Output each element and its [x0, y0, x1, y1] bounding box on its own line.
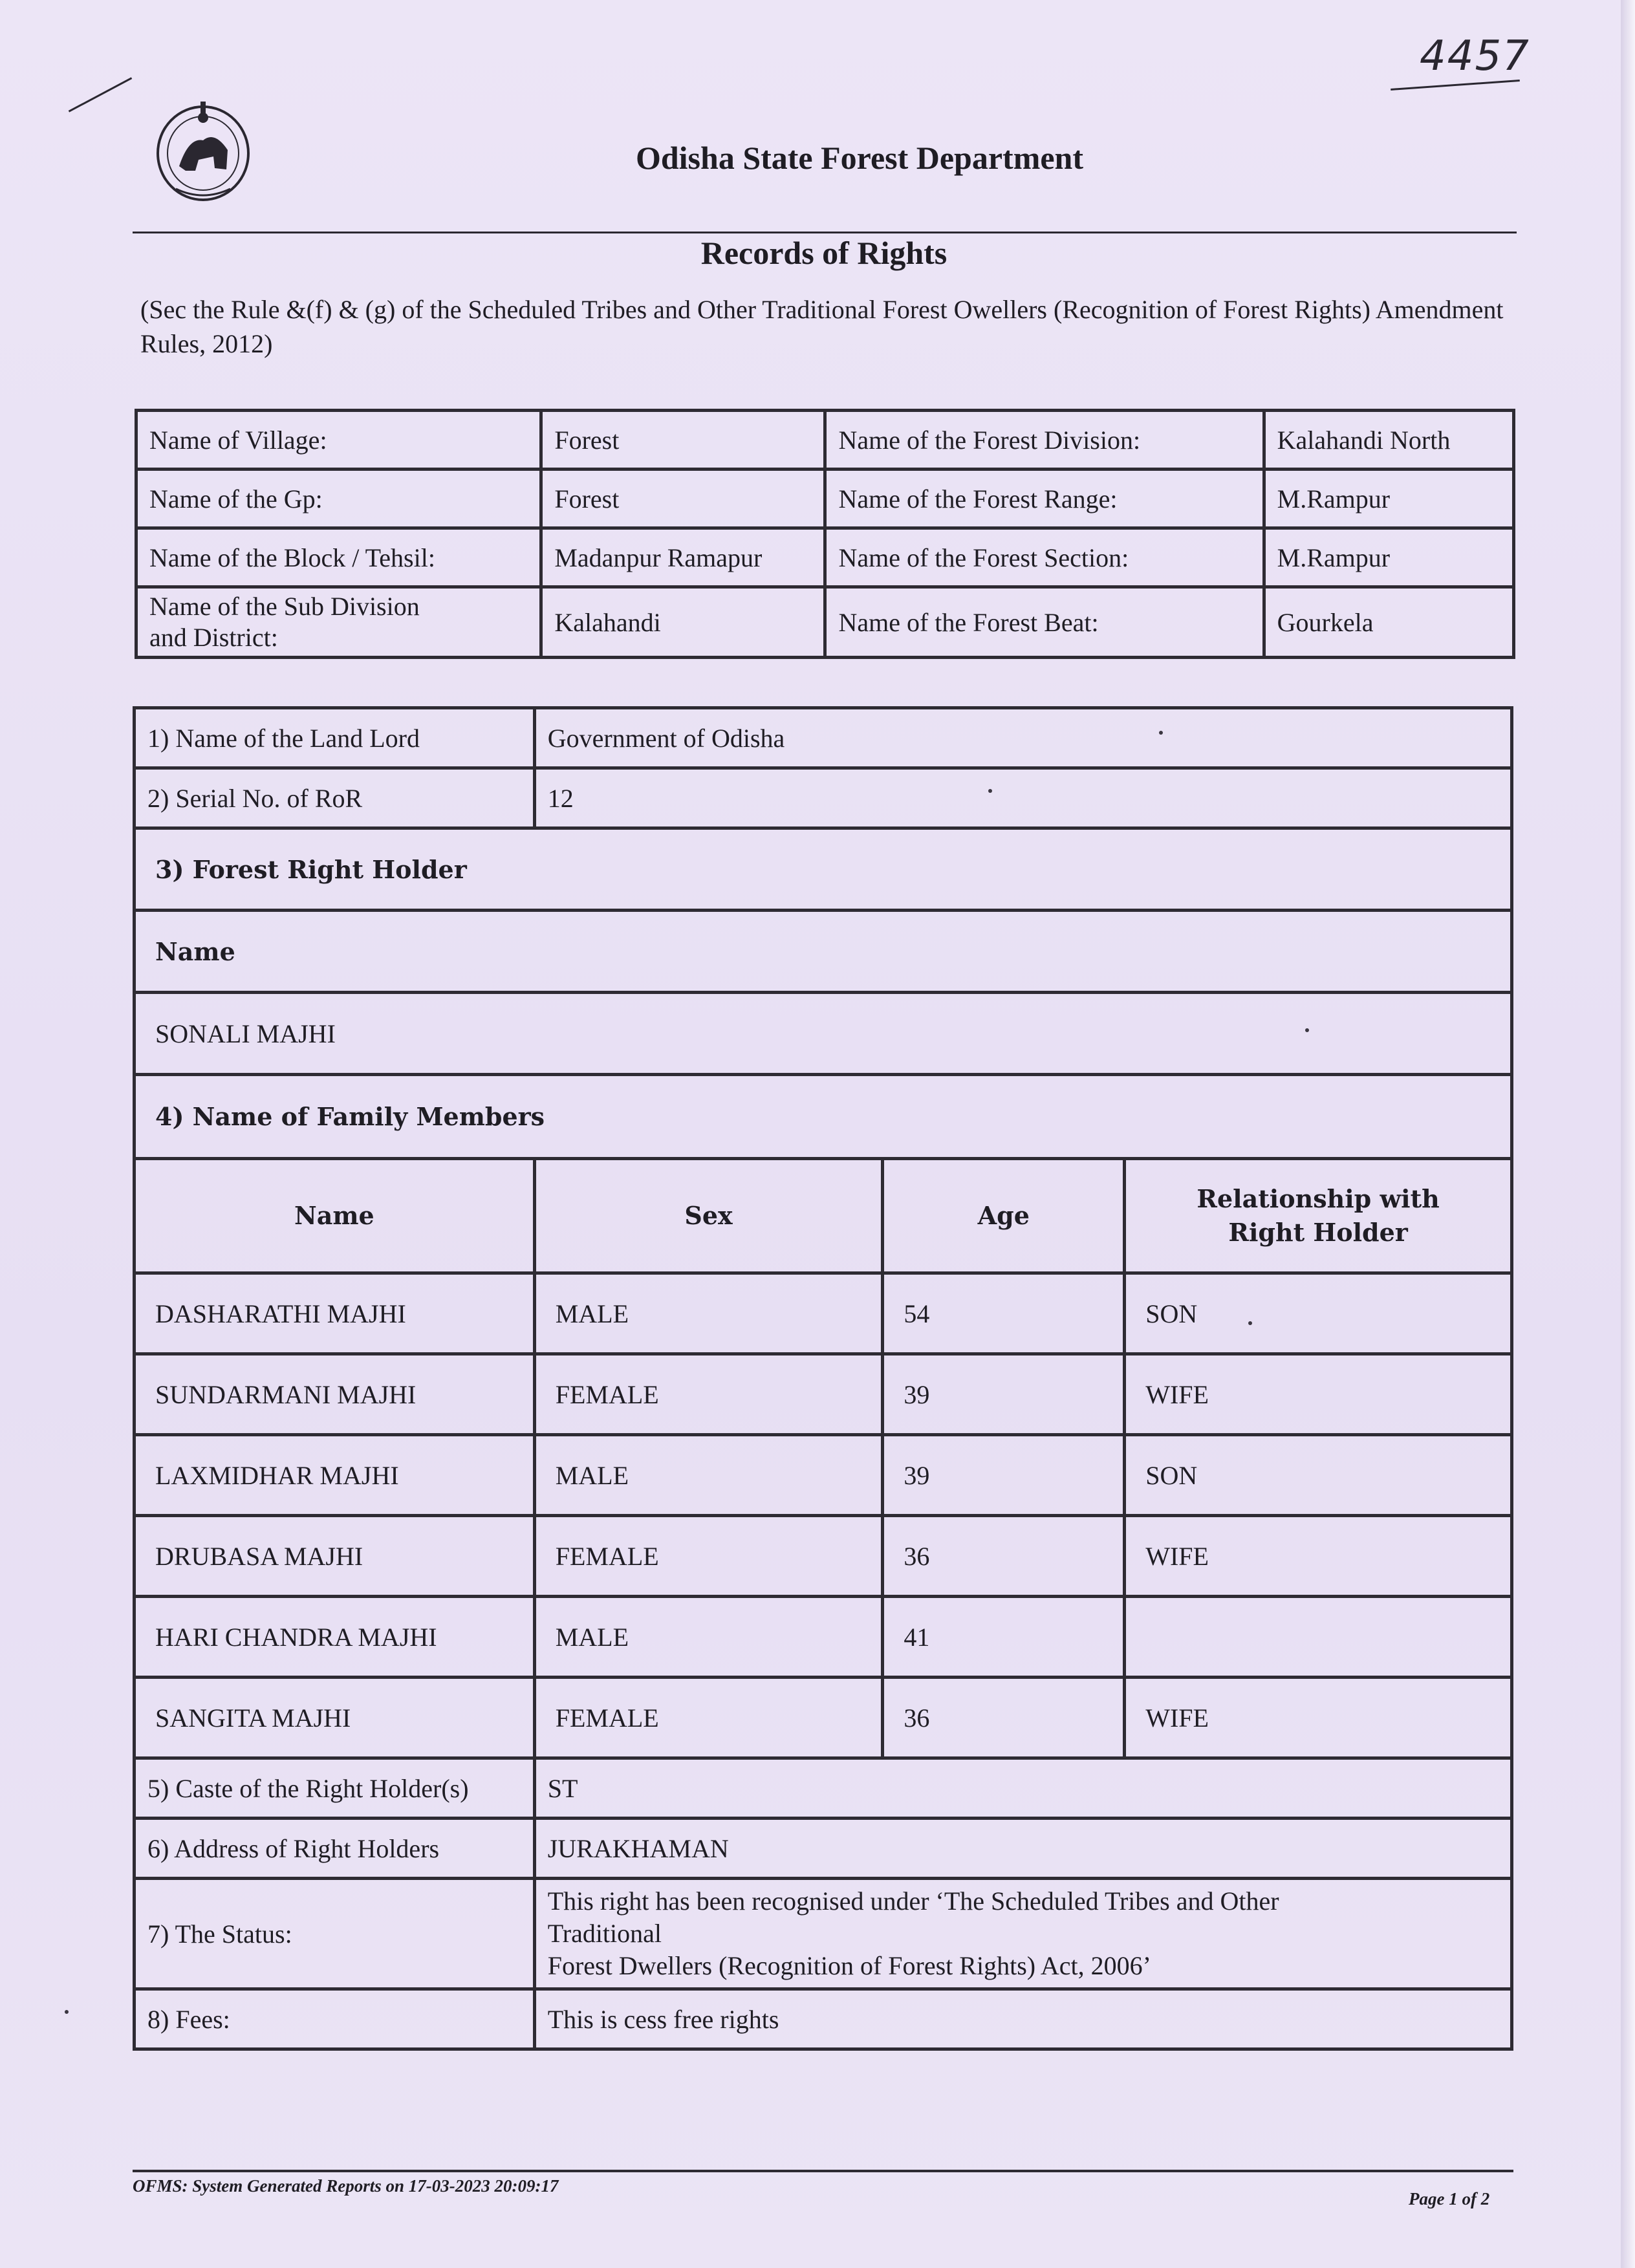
footer-rule: [133, 2170, 1513, 2172]
document-title: Records of Rights: [700, 235, 947, 271]
family-member-row: [135, 1435, 1512, 1516]
land-lord-value: Government of Odisha: [534, 708, 1511, 768]
serial-label: 2) Serial No. of RoR: [135, 768, 535, 828]
land-lord-row: [135, 708, 1512, 768]
member-sex: FEMALE: [534, 1354, 883, 1435]
column-relationship: Relationship with Right Holder: [1125, 1159, 1512, 1273]
member-name: HARI CHANDRA MAJHI: [135, 1597, 535, 1678]
handwritten-underline: [1391, 80, 1520, 91]
column-sex: Sex: [534, 1159, 883, 1273]
subdivision-value: Kalahandi: [541, 587, 825, 658]
forest-section-value: M.Rampur: [1264, 528, 1513, 587]
right-holder-name: SONALI MAJHI: [135, 993, 1512, 1075]
status-value: This right has been recognised under ‘The Scheduled Tribes and Other Traditional Forest Dwellers (Recognition of Forest Rights) Act, 2006’: [534, 1879, 1511, 1989]
member-age: 41: [883, 1597, 1125, 1678]
status-label: 7) The Status:: [135, 1879, 535, 1989]
gp-value: Forest: [541, 470, 825, 528]
family-heading: 4) Name of Family Members: [135, 1075, 1512, 1159]
fees-value: This is cess free rights: [534, 1989, 1511, 2049]
name-heading-row: [135, 911, 1512, 993]
rule-reference: (Sec the Rule &(f) & (g) of the Scheduled Tribes and Other Traditional Forest Owellers (Recognition of Forest Rights) Amendment Rules, 2012): [140, 295, 1504, 358]
fees-row: [135, 1989, 1512, 2049]
right-holder-name-row: [135, 993, 1512, 1075]
member-relationship: [1125, 1597, 1512, 1678]
address-label: 6) Address of Right Holders: [135, 1819, 535, 1879]
member-age: 39: [883, 1435, 1125, 1516]
member-sex: FEMALE: [534, 1516, 883, 1597]
member-age: 54: [883, 1273, 1125, 1354]
land-lord-label: 1) Name of the Land Lord: [135, 708, 535, 768]
location-row: [136, 411, 1514, 470]
member-age: 36: [883, 1678, 1125, 1758]
member-name: SANGITA MAJHI: [135, 1678, 535, 1758]
subdivision-label: Name of the Sub Division and District:: [136, 587, 541, 658]
location-row: [136, 587, 1514, 658]
family-member-row: [135, 1678, 1512, 1758]
right-holder-heading-row: [135, 828, 1512, 911]
block-label: Name of the Block / Tehsil:: [136, 528, 541, 587]
column-name: Name: [135, 1159, 535, 1273]
forest-section-label: Name of the Forest Section:: [825, 528, 1264, 587]
gp-label: Name of the Gp:: [136, 470, 541, 528]
page-number: Page 1 of 2: [1409, 2189, 1490, 2209]
member-age: 39: [883, 1354, 1125, 1435]
rights-record-table: [133, 706, 1513, 2051]
member-sex: MALE: [534, 1435, 883, 1516]
status-row: [135, 1879, 1512, 1989]
forest-division-value: Kalahandi North: [1264, 411, 1513, 470]
member-name: LAXMIDHAR MAJHI: [135, 1435, 535, 1516]
member-relationship: SON: [1125, 1273, 1512, 1354]
department-title: Odisha State Forest Department: [635, 140, 1084, 176]
member-relationship: WIFE: [1125, 1354, 1512, 1435]
location-row: [136, 528, 1514, 587]
member-relationship: WIFE: [1125, 1678, 1512, 1758]
handwritten-number: 4457: [1420, 32, 1530, 80]
forest-division-label: Name of the Forest Division:: [825, 411, 1264, 470]
caste-row: [135, 1758, 1512, 1819]
family-heading-row: [135, 1075, 1512, 1159]
serial-row: [135, 768, 1512, 828]
location-row: [136, 470, 1514, 528]
caste-value: ST: [534, 1758, 1511, 1819]
block-value: Madanpur Ramapur: [541, 528, 825, 587]
pin-mark: [69, 77, 133, 112]
family-member-row: [135, 1597, 1512, 1678]
member-age: 36: [883, 1516, 1125, 1597]
family-member-row: [135, 1273, 1512, 1354]
member-name: DRUBASA MAJHI: [135, 1516, 535, 1597]
member-sex: MALE: [534, 1273, 883, 1354]
village-value: Forest: [541, 411, 825, 470]
column-age: Age: [883, 1159, 1125, 1273]
forest-range-value: M.Rampur: [1264, 470, 1513, 528]
address-row: [135, 1819, 1512, 1879]
member-relationship: WIFE: [1125, 1516, 1512, 1597]
header-rule: [133, 232, 1517, 233]
serial-value: 12: [534, 768, 1511, 828]
family-member-row: [135, 1516, 1512, 1597]
forest-range-label: Name of the Forest Range:: [825, 470, 1264, 528]
family-member-row: [135, 1354, 1512, 1435]
right-holder-heading: 3) Forest Right Holder: [135, 828, 1512, 911]
page-edge: [1621, 0, 1635, 2268]
name-heading: Name: [135, 911, 1512, 993]
caste-label: 5) Caste of the Right Holder(s): [135, 1758, 535, 1819]
member-sex: FEMALE: [534, 1678, 883, 1758]
fees-label: 8) Fees:: [135, 1989, 535, 2049]
member-sex: MALE: [534, 1597, 883, 1678]
forest-beat-value: Gourkela: [1264, 587, 1513, 658]
member-name: SUNDARMANI MAJHI: [135, 1354, 535, 1435]
family-columns-row: [135, 1159, 1512, 1273]
forest-beat-label: Name of the Forest Beat:: [825, 587, 1264, 658]
address-value: JURAKHAMAN: [534, 1819, 1511, 1879]
member-relationship: SON: [1125, 1435, 1512, 1516]
generated-timestamp: OFMS: System Generated Reports on 17-03-2023 20:09:17: [133, 2176, 559, 2196]
member-name: DASHARATHI MAJHI: [135, 1273, 535, 1354]
location-table: [135, 409, 1515, 659]
village-label: Name of Village:: [136, 411, 541, 470]
